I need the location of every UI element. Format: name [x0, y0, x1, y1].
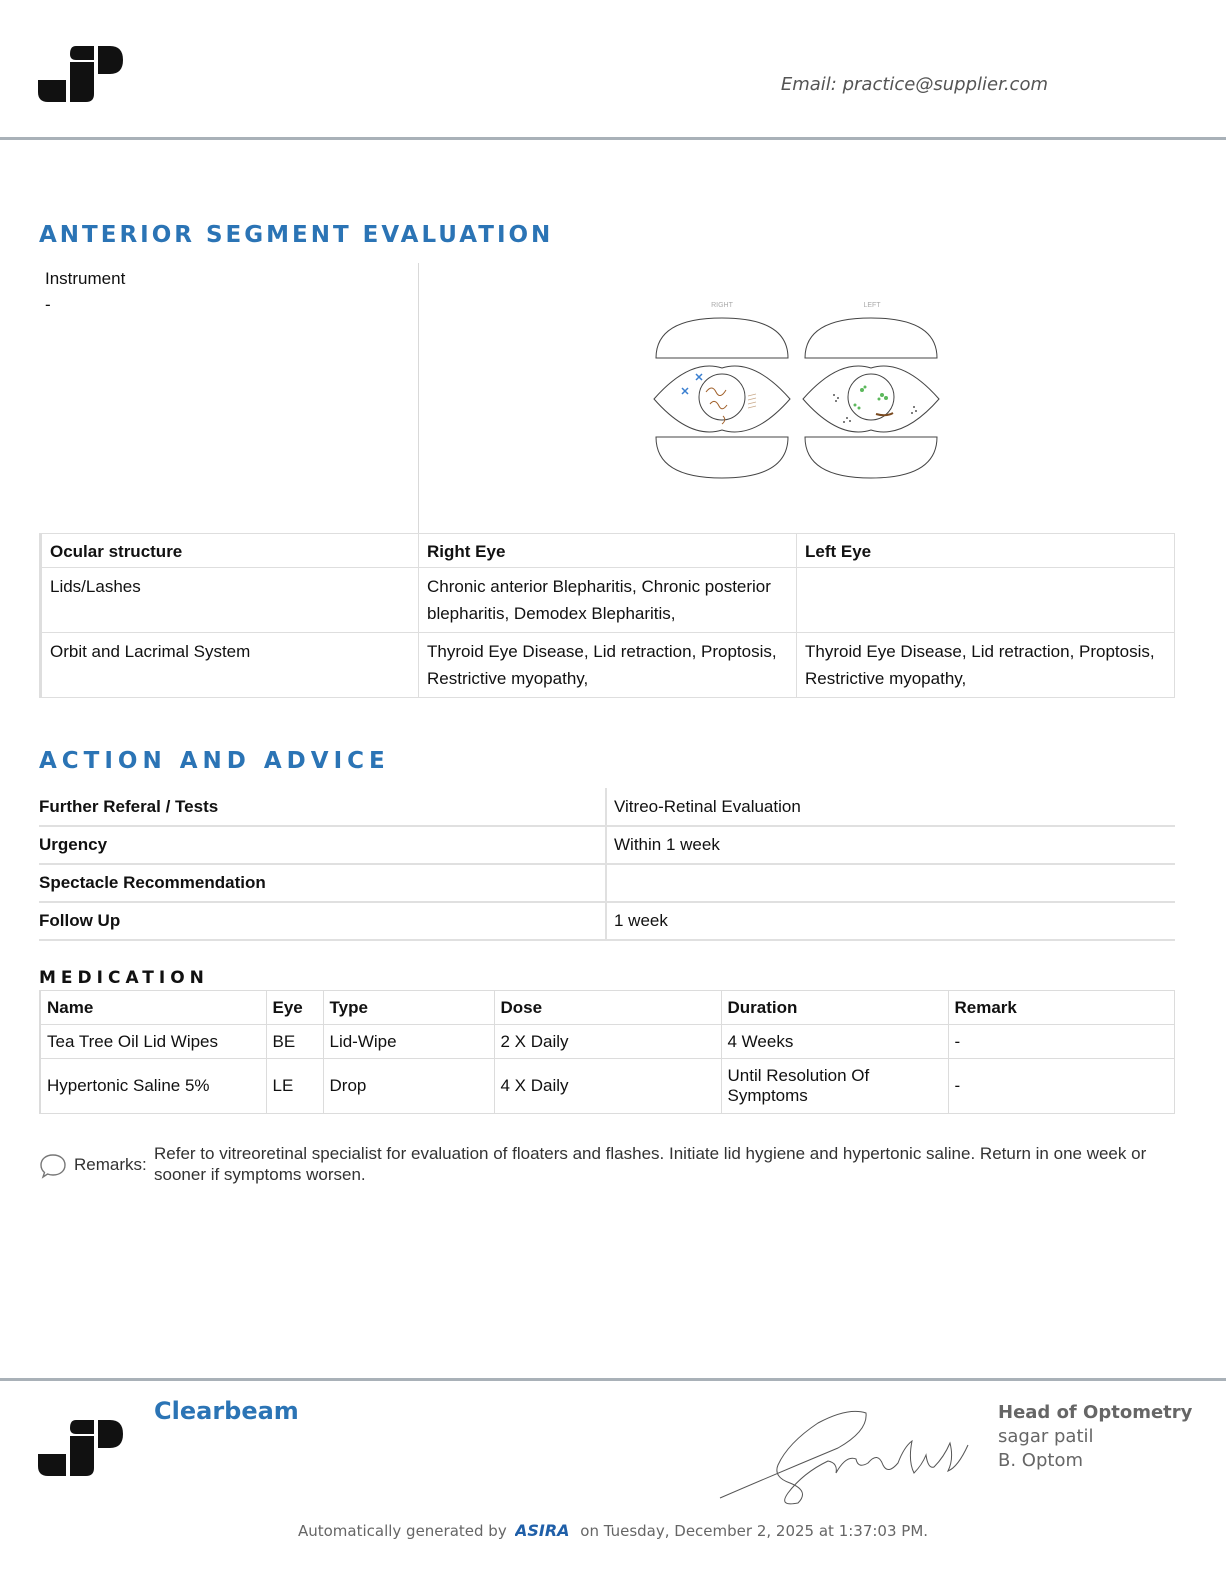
- speech-bubble-icon: [39, 1152, 67, 1180]
- medication-table: [39, 990, 1175, 1114]
- table-row: [39, 826, 1175, 864]
- diagram-label-left: LEFT: [863, 302, 881, 309]
- structure-cell: Orbit and Lacrimal System: [41, 633, 419, 698]
- table-row: [40, 1059, 1175, 1114]
- col-name: Name: [40, 991, 266, 1025]
- spectacle-value: [606, 864, 1175, 902]
- med-name: Tea Tree Oil Lid Wipes: [40, 1025, 266, 1059]
- signatory-name: sagar patil: [998, 1426, 1094, 1447]
- table-row: [41, 568, 1175, 633]
- med-eye: LE: [266, 1059, 323, 1114]
- table-row: [39, 788, 1175, 826]
- practice-logo-icon: [38, 44, 124, 104]
- left-eye-outline-icon: [803, 366, 939, 432]
- referral-label: Further Referal / Tests: [39, 788, 606, 826]
- practice-logo-icon: [38, 1418, 124, 1478]
- generated-prefix: Automatically generated by: [297, 1522, 507, 1540]
- col-dose: Dose: [494, 991, 721, 1025]
- urgency-label: Urgency: [39, 826, 606, 864]
- remarks-label: Remarks:: [74, 1155, 147, 1174]
- page-footer: [0, 1378, 1226, 1584]
- ocular-structure-table: [39, 533, 1175, 698]
- table-header-row: [40, 991, 1175, 1025]
- col-ocular-structure: Ocular structure: [41, 534, 419, 568]
- asira-logo-text: ASIRA: [515, 1521, 571, 1539]
- med-remark: -: [948, 1059, 1175, 1114]
- med-dose: 4 X Daily: [494, 1059, 721, 1114]
- med-eye: BE: [266, 1025, 323, 1059]
- remarks-block: [39, 1143, 1149, 1193]
- remarks-text: Refer to vitreoretinal specialist for evaluation of floaters and flashes. Initiate lid hygiene and hypertonic saline. Return in one week or sooner if symptoms worsen.: [154, 1144, 1147, 1184]
- action-advice-title: ACTION AND ADVICE: [39, 748, 390, 774]
- med-type: Drop: [323, 1059, 494, 1114]
- signature-icon: [718, 1403, 973, 1508]
- asira-logo-icon: [515, 1521, 571, 1539]
- signatory-block: [998, 1401, 1192, 1473]
- left-eye-cell: [797, 568, 1175, 633]
- action-advice-table: [39, 788, 1175, 941]
- med-remark: -: [948, 1025, 1175, 1059]
- structure-cell: Lids/Lashes: [41, 568, 419, 633]
- left-lower-lid-icon: [805, 437, 937, 478]
- table-row: [39, 864, 1175, 902]
- col-left-eye: Left Eye: [797, 534, 1175, 568]
- col-duration: Duration: [721, 991, 948, 1025]
- urgency-value: Within 1 week: [606, 826, 1175, 864]
- right-upper-lid-icon: [656, 318, 788, 358]
- anterior-segment-title: ANTERIOR SEGMENT EVALUATION: [39, 222, 554, 248]
- diagram-label-right: RIGHT: [711, 302, 733, 309]
- instrument-block: [39, 263, 419, 535]
- follow-up-value: 1 week: [606, 902, 1175, 940]
- med-dose: 2 X Daily: [494, 1025, 721, 1059]
- practice-email: Email: practice@supplier.com: [780, 74, 1048, 95]
- medication-title: MEDICATION: [39, 968, 209, 988]
- generated-by-line: [0, 1521, 1226, 1540]
- page-header: [0, 0, 1226, 140]
- med-duration: Until Resolution Of Symptoms: [721, 1059, 948, 1114]
- spectacle-label: Spectacle Recommendation: [39, 864, 606, 902]
- table-row: [40, 1025, 1175, 1059]
- right-eye-outline-icon: [654, 366, 790, 432]
- eye-diagram: [650, 298, 945, 483]
- right-lower-lid-icon: [656, 437, 788, 478]
- left-eye-cell: Thyroid Eye Disease, Lid retraction, Proptosis, Restrictive myopathy,: [797, 633, 1175, 698]
- brand-name: Clearbeam: [154, 1397, 299, 1425]
- med-name: Hypertonic Saline 5%: [40, 1059, 266, 1114]
- instrument-value: -: [45, 295, 51, 314]
- referral-value: Vitreo-Retinal Evaluation: [606, 788, 1175, 826]
- signatory-qualification: B. Optom: [998, 1450, 1083, 1471]
- table-header-row: [41, 534, 1175, 568]
- right-cornea-icon: [699, 374, 745, 420]
- right-eye-cell: Thyroid Eye Disease, Lid retraction, Proptosis, Restrictive myopathy,: [419, 633, 797, 698]
- col-type: Type: [323, 991, 494, 1025]
- right-eye-cell: Chronic anterior Blepharitis, Chronic posterior blepharitis, Demodex Blepharitis,: [419, 568, 797, 633]
- table-row: [39, 902, 1175, 940]
- signatory-role: Head of Optometry: [998, 1402, 1193, 1423]
- med-duration: 4 Weeks: [721, 1025, 948, 1059]
- col-eye: Eye: [266, 991, 323, 1025]
- follow-up-label: Follow Up: [39, 902, 606, 940]
- instrument-label: Instrument: [45, 269, 126, 288]
- generated-suffix: on Tuesday, December 2, 2025 at 1:37:03 PM.: [580, 1522, 929, 1540]
- col-remark: Remark: [948, 991, 1175, 1025]
- left-upper-lid-icon: [805, 318, 937, 358]
- col-right-eye: Right Eye: [419, 534, 797, 568]
- table-row: [41, 633, 1175, 698]
- med-type: Lid-Wipe: [323, 1025, 494, 1059]
